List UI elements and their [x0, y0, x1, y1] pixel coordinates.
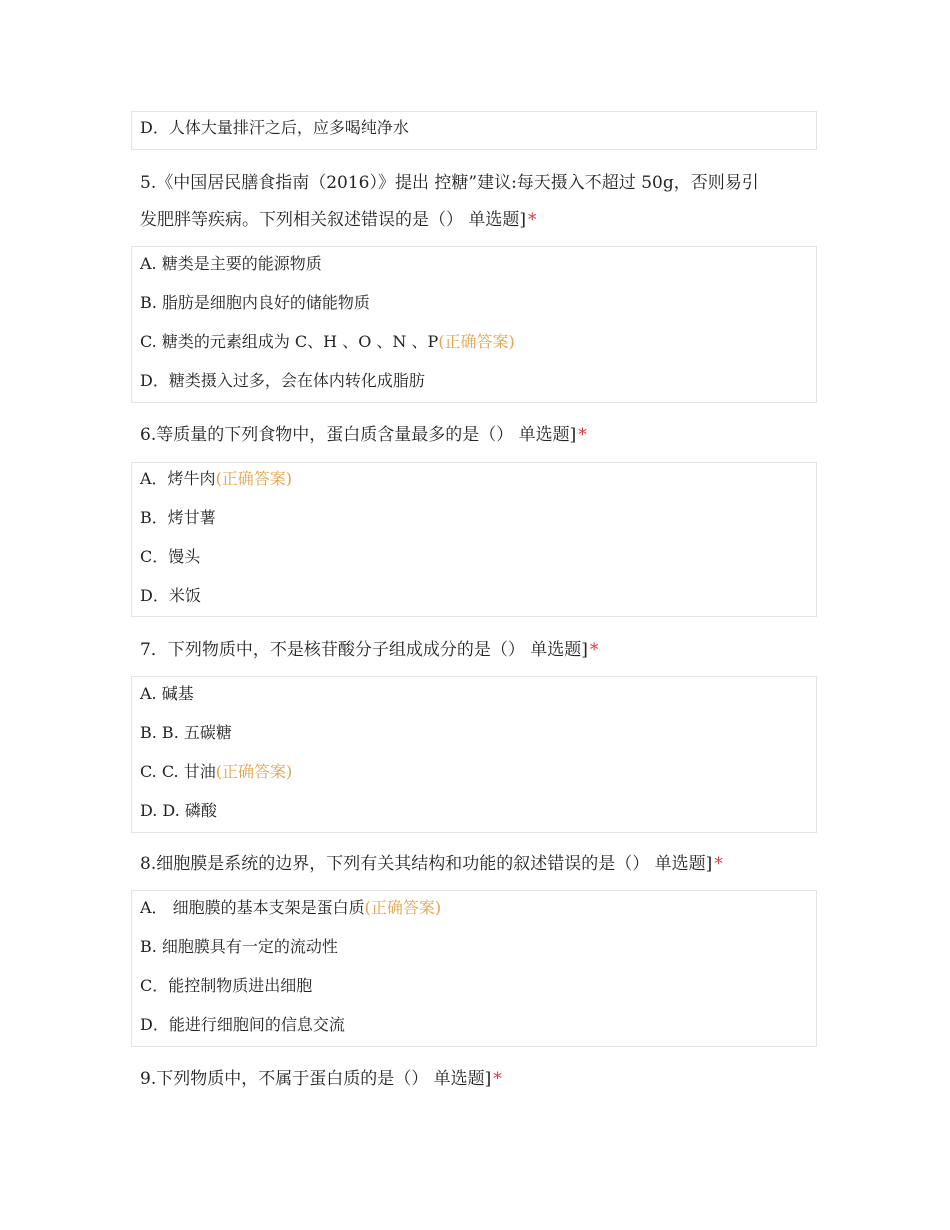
option-item[interactable]	[140, 332, 515, 354]
question-stem	[140, 853, 723, 875]
option-text: B. 细胞膜具有一定的流动性	[140, 937, 338, 956]
required-mark: *	[578, 425, 587, 445]
question-stem	[140, 1068, 502, 1090]
option-text: A. 糖类是主要的能源物质	[140, 254, 322, 273]
option-item[interactable]	[140, 1015, 345, 1037]
correct-answer-tag: (正确答案)	[215, 762, 293, 781]
correct-answer-tag: (正确答案)	[215, 469, 293, 488]
option-item[interactable]	[140, 684, 194, 706]
option-item[interactable]	[140, 293, 370, 315]
option-text: A． 细胞膜的基本支架是蛋白质	[140, 898, 365, 917]
option-text: D．米饭	[140, 586, 201, 605]
question-stem-line: 发肥胖等疾病。下列相关叙述错误的是（） 单选题]	[140, 210, 527, 230]
option-text: B．烤甘薯	[140, 508, 216, 527]
option-text: D．人体大量排汗之后，应多喝纯净水	[140, 118, 409, 137]
option-item[interactable]	[140, 801, 217, 823]
question-stem	[140, 209, 537, 231]
option-text: C．馒头	[140, 547, 201, 566]
correct-answer-tag: (正确答案)	[438, 332, 515, 351]
required-mark: *	[528, 210, 537, 230]
option-text: D．糖类摄入过多，会在体内转化成脂肪	[140, 371, 425, 390]
option-box	[131, 676, 817, 833]
option-text: B. B. 五碳糖	[140, 723, 232, 742]
option-item[interactable]	[140, 469, 292, 491]
option-item[interactable]	[140, 254, 322, 276]
option-item[interactable]	[140, 371, 425, 393]
question-stem-line: 8.细胞膜是系统的边界，下列有关其结构和功能的叙述错误的是（） 单选题]	[140, 854, 713, 874]
option-item[interactable]	[140, 723, 232, 745]
required-mark: *	[589, 640, 599, 660]
option-item[interactable]	[140, 586, 201, 608]
question-stem	[140, 172, 759, 194]
option-text: C. C. 甘油	[140, 762, 216, 781]
question-stem-line: 5.《中国居民膳食指南（2016）》提出 控糖”建议:每天摄入不超过 50g，否则易引	[140, 173, 759, 193]
option-text: B. 脂肪是细胞内良好的储能物质	[140, 293, 370, 312]
option-text: A．烤牛肉	[140, 469, 216, 488]
option-item[interactable]	[140, 976, 312, 998]
required-mark: *	[493, 1069, 502, 1089]
option-text: C. 糖类的元素组成为 C、H 、O 、N 、P	[140, 332, 439, 351]
question-stem	[140, 639, 598, 661]
option-text: A. 碱基	[140, 684, 194, 703]
option-text: C．能控制物质进出细胞	[140, 976, 313, 995]
option-item[interactable]	[140, 118, 409, 140]
question-stem-line: 6.等质量的下列食物中，蛋白质含量最多的是（） 单选题]	[140, 425, 577, 445]
option-item[interactable]	[140, 898, 441, 920]
option-item[interactable]	[140, 547, 200, 569]
option-item[interactable]	[140, 937, 338, 959]
option-text: D．能进行细胞间的信息交流	[140, 1015, 345, 1034]
option-text: D. D. 磷酸	[140, 801, 217, 820]
question-stem-line: 7．下列物质中，不是核苷酸分子组成成分的是（） 单选题]	[140, 640, 588, 660]
required-mark: *	[714, 854, 723, 874]
question-stem	[140, 424, 587, 446]
option-item[interactable]	[140, 508, 216, 530]
option-item[interactable]	[140, 762, 292, 784]
correct-answer-tag: (正确答案)	[364, 898, 442, 917]
question-stem-line: 9.下列物质中，不属于蛋白质的是（） 单选题]	[140, 1069, 492, 1089]
